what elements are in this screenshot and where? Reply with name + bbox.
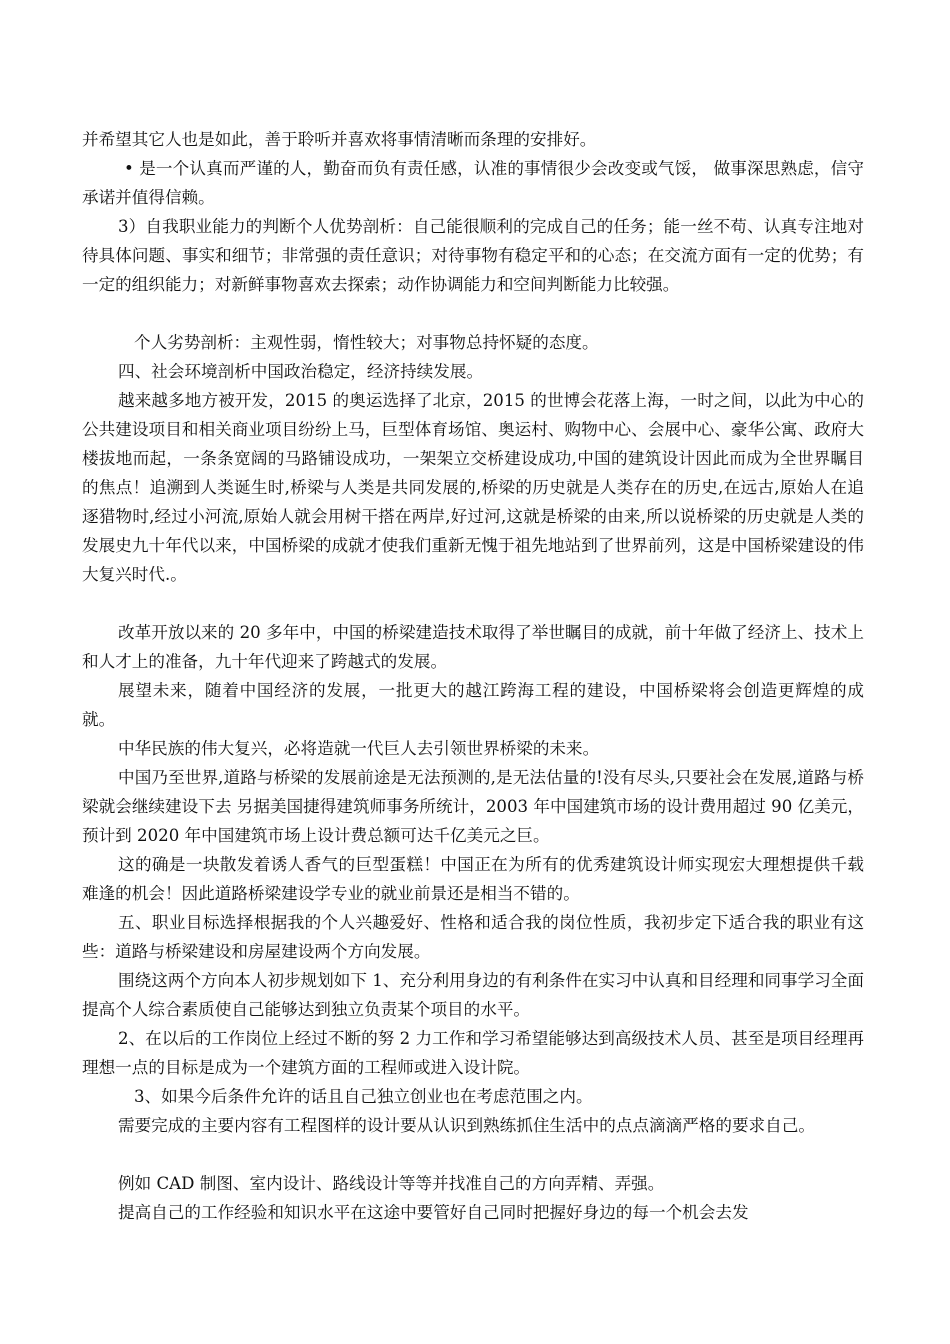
paragraph-opportunity: 这的确是一块散发着诱人香气的巨型蛋糕！中国正在为所有的优秀建筑设计师实现宏大理想提供千载难逢的机会！因此道路桥梁建设学专业的就业前景还是相当不错的。 xyxy=(82,855,864,903)
paragraph-plan-1: 围绕这两个方向本人初步规划如下 1、充分利用身边的有利条件在实习中认真和目经理和同事学习全面提高个人综合素质使自己能够达到独立负责某个项目的水平。 xyxy=(82,971,864,1019)
paragraph-main-content: 需要完成的主要内容有工程图样的设计要从认识到熟练抓住生活中的点点滴滴严格的要求自己。 xyxy=(118,1116,815,1135)
paragraph-plan-2: 2、在以后的工作岗位上经过不断的努 2 力工作和学习希望能够达到高级技术人员、甚至是项目经理再理想一点的目标是成为一个建筑方面的工程师或进入设计院。 xyxy=(82,1029,864,1077)
paragraph-improve: 提高自己的工作经验和知识水平在这途中要管好自己同时把握好身边的每一个机会去发 xyxy=(118,1203,749,1222)
paragraph-plan-3: 3、如果今后条件允许的话且自己独立创业也在考虑范围之内。 xyxy=(134,1087,593,1106)
section-heading-social-environment: 四、社会环境剖析中国政治稳定，经济持续发展。 xyxy=(118,362,484,381)
paragraph-self-ability: 3）自我职业能力的判断个人优势剖析：自己能很顺利的完成自己的任务；能一丝不苟、认真专注地对待具体问题、事实和细节；非常强的责任意识；对待事物有稳定平和的心态；在交流方面有一定的优势；有一定的组织能力；对新鲜事物喜欢去探索；动作协调能力和空间判断能力比较强。 xyxy=(82,217,864,294)
paragraph-outlook: 展望未来，随着中国经济的发展，一批更大的越江跨海工程的建设，中国桥梁将会创造更辉煌的成就。 xyxy=(82,681,864,729)
paragraph-weakness: 个人劣势剖析：主观性弱，惰性较大；对事物总持怀疑的态度。 xyxy=(134,333,599,352)
paragraph-development: 越来越多地方被开发，2015 的奥运选择了北京，2015 的世博会花落上海，一时之间，以此为中心的公共建设项目和相关商业项目纷纷上马，巨型体育场馆、奥运村、购物中心、会展中心、豪华公寓、政府大楼拔地而起，一条条宽阔的马路铺设成功，一架架立交桥建设成功,中国的建筑设计因此而成为全世界瞩目的焦点！追溯到人类诞生时,桥梁与人类是共同发展的,桥梁的历史就是人类存在的历史,在远古,原始人在追逐猎物时,经过小河流,原始人就会用树干搭在两岸,好过河,这就是桥梁的由来,所以说桥梁的历史就是人类的发展史九十年代以来，中国桥梁的成就才使我们重新无愧于祖先地站到了世界前列，这是中国桥梁建设的伟大复兴时代.。 xyxy=(82,391,864,584)
paragraph-revival: 中华民族的伟大复兴，必将造就一代巨人去引领世界桥梁的未来。 xyxy=(118,739,600,758)
section-heading-career-goal: 五、职业目标选择根据我的个人兴趣爱好、性格和适合我的岗位性质，我初步定下适合我的职业有这些：道路与桥梁建设和房屋建设两个方向发展。 xyxy=(82,913,864,961)
paragraph-bullet-trait: • 是一个认真而严谨的人，勤奋而负有责任感，认准的事情很少会改变或气馁， 做事深思熟虑，信守承诺并值得信赖。 xyxy=(82,159,864,207)
paragraph-example: 例如 CAD 制图、室内设计、路线设计等等并找准自己的方向弄精、弄强。 xyxy=(118,1174,665,1193)
paragraph-continuation: 并希望其它人也是如此，善于聆听并喜欢将事情清晰而条理的安排好。 xyxy=(82,130,597,149)
paragraph-reform: 改革开放以来的 20 多年中，中国的桥梁建造技术取得了举世瞩目的成就，前十年做了经济上、技术上和人才上的准备，九十年代迎来了跨越式的发展。 xyxy=(82,623,864,671)
paragraph-market: 中国乃至世界,道路与桥梁的发展前途是无法预测的,是无法估量的!没有尽头,只要社会在发展,道路与桥梁就会继续建设下去 另据美国捷得建筑师事务所统计，2003 年中国建筑市场的设计费用超过 90 亿美元，预计到 2020 年中国建筑市场上设计费总额可达千亿美元之巨。 xyxy=(82,768,864,845)
